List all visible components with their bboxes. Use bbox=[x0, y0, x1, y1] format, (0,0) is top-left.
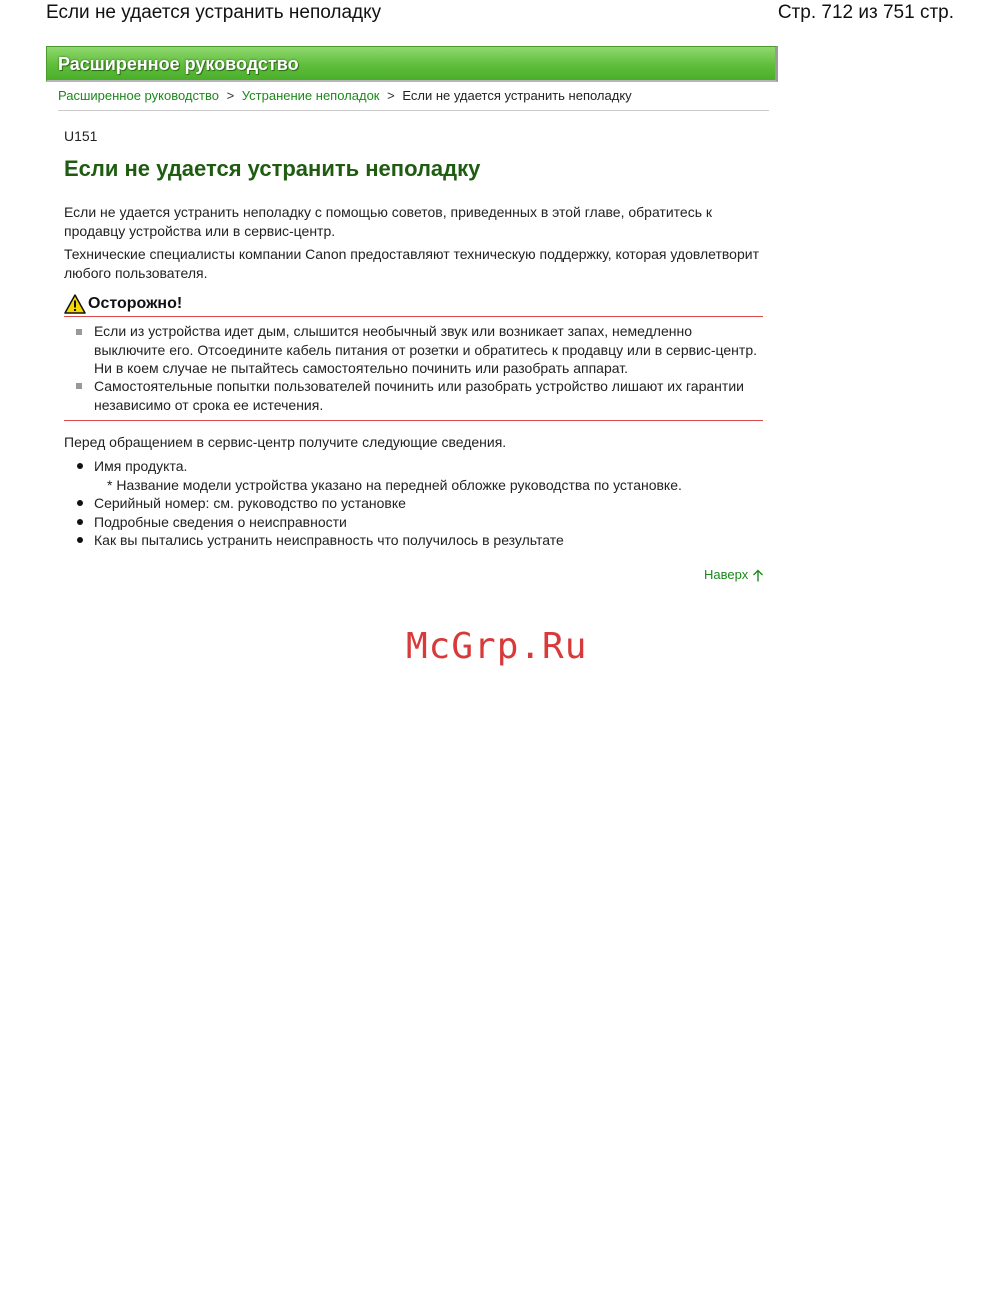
caution-item: Если из устройства идет дым, слышится необычный звук или возникает запах, немедленно выключите его. Отсоедините кабель питания от розетки и обратитесь к продавцу или в сервис-центр. Ни в коем случае не пытайтесь самостоятельно починить или разобрать аппарат. bbox=[94, 323, 758, 376]
watermark: McGrp.Ru bbox=[406, 626, 588, 667]
bullet-dot-icon bbox=[77, 537, 83, 543]
breadcrumb-link-troubleshooting[interactable]: Устранение неполадок bbox=[241, 88, 380, 103]
square-bullet-icon bbox=[76, 383, 82, 389]
header-doc-title: Если не удается устранить неполадку bbox=[46, 2, 382, 23]
list-item: Имя продукта. bbox=[94, 458, 188, 474]
breadcrumb bbox=[58, 88, 769, 111]
caution-label: Осторожно! bbox=[88, 295, 183, 312]
list-item: Серийный номер: см. руководство по установке bbox=[94, 495, 406, 511]
list-item: Как вы пытались устранить неисправность что получилось в результате bbox=[94, 532, 564, 548]
banner-label: Расширенное руководство bbox=[58, 54, 299, 74]
intro-paragraph: Если не удается устранить неполадку с помощью советов, приведенных в этой главе, обратитесь к продавцу устройства или в сервис-центр. bbox=[64, 204, 713, 239]
header-page-indicator: Стр. 712 из 751 стр. bbox=[777, 2, 954, 23]
square-bullet-icon bbox=[76, 329, 82, 335]
caution-header bbox=[64, 294, 763, 317]
breadcrumb-link-advanced-guide[interactable]: Расширенное руководство bbox=[58, 88, 219, 103]
breadcrumb-current: Если не удается устранить неполадку bbox=[402, 88, 632, 103]
bullet-dot-icon bbox=[77, 500, 83, 506]
breadcrumb-separator: > bbox=[226, 88, 235, 103]
caution-list bbox=[64, 318, 763, 421]
page-header bbox=[0, 0, 1000, 30]
bullet-dot-icon bbox=[77, 519, 83, 525]
warning-triangle-icon bbox=[64, 294, 86, 314]
list-item-note: * Название модели устройства указано на передней обложке руководства по установке. bbox=[107, 476, 682, 493]
page-title: Если не удается устранить неполадку bbox=[64, 156, 481, 181]
breadcrumb-separator: > bbox=[387, 88, 395, 103]
caution-item: Самостоятельные попытки пользователей починить или разобрать устройство лишают их гарантии независимо от срока ее истечения. bbox=[94, 378, 744, 413]
support-paragraph: Технические специалисты компании Canon предоставляют техническую поддержку, которая удовлетворит любого пользователя. bbox=[64, 246, 759, 281]
section-banner bbox=[46, 46, 778, 82]
arrow-up-icon[interactable] bbox=[752, 569, 764, 582]
document-id: U151 bbox=[64, 128, 98, 144]
back-to-top-link[interactable]: Наверх bbox=[704, 567, 749, 582]
bullet-dot-icon bbox=[77, 463, 83, 469]
list-item: Подробные сведения о неисправности bbox=[94, 513, 347, 530]
before-contact-paragraph: Перед обращением в сервис-центр получите следующие сведения. bbox=[64, 434, 507, 450]
